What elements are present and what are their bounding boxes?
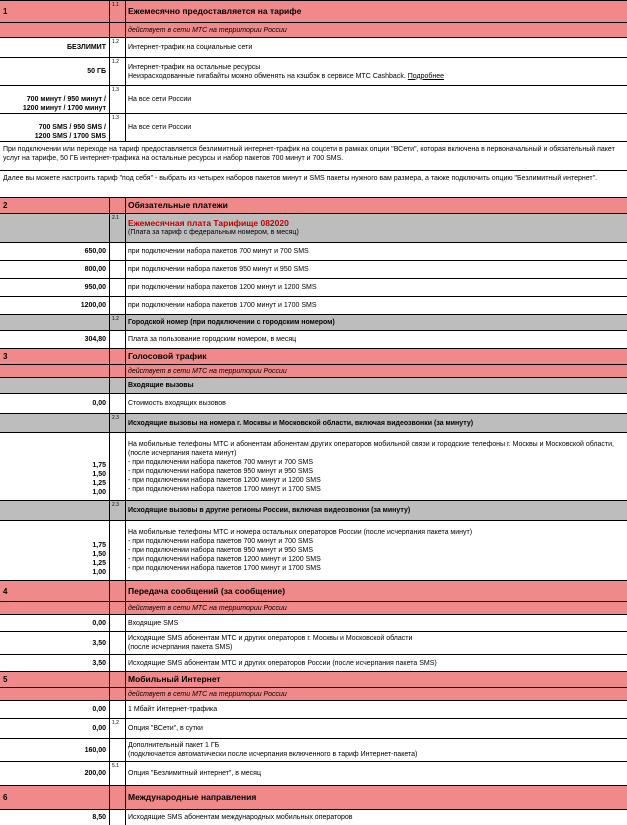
ref-number: 1.2 [110,719,126,738]
row-text: - при подключении набора пакетов 1700 минут и 1700 SMS [128,485,321,493]
ref-number: 1.2 [110,58,126,85]
section-note: действует в сети МТС на территории России [128,26,287,34]
section-number: 4 [0,581,110,601]
row-value: 950,00 [0,279,110,296]
row-value: 800,00 [0,261,110,278]
row-value: 1200 минут / 1700 минут [22,105,106,112]
fee-title: Ежемесячная плата Тарифище 082020 [128,218,289,228]
row-value: 700 минут / 950 минут / [26,96,106,103]
section-5-header [0,671,627,687]
ref-number: 1.1 [110,1,126,22]
row-text: - при подключении набора пакетов 950 минут и 950 SMS [128,547,313,554]
row-value: 0,00 [0,701,110,718]
row-value: 1200,00 [0,297,110,314]
table-row [0,654,627,671]
section-4-note [0,601,627,614]
row-value: 8,50 [0,810,110,825]
table-row [0,809,627,825]
row-text: Исходящие SMS абонентам международных мобильных операторов [128,814,353,821]
row-value: 1,00 [92,569,106,576]
row-text: (после исчерпания пакета SMS) [128,644,233,651]
table-row [0,330,627,348]
row-value: 200,00 [0,762,110,785]
section-note: действует в сети МТС на территории России [128,604,287,612]
section-number: 6 [0,786,110,809]
row-text: На мобильные телефоны МТС и абонентам абонентам других операторов мобильной связи и городские телефоны г. Москвы и Московской области, (после исчерпания пакета минут) [128,440,614,457]
table-row [0,718,627,738]
row-value: 1,00 [92,489,106,496]
row-text: Входящие SMS [128,619,179,627]
ref-number: 1.2 [110,315,126,330]
row-value: 160,00 [0,739,110,761]
table-row [0,242,627,260]
ref-number: 1.3 [110,114,126,141]
row-value: 0,00 [0,615,110,631]
row-text: Исходящие SMS абонентам МТС и других операторов России (после исчерпания пакета SMS) [128,659,437,667]
row-text: - при подключении набора пакетов 1200 минут и 1200 SMS [128,476,321,484]
table-row [0,614,627,631]
table-row [0,520,627,580]
section-title: Ежемесячно предоставляется на тарифе [128,6,302,16]
section-number: 5 [0,672,110,687]
row-text: при подключении набора пакетов 700 минут и 700 SMS [128,248,309,255]
table-row [0,738,627,761]
subsection-title: Входящие вызовы [128,382,194,389]
row-text: Стоимость входящих вызовов [128,400,226,407]
section-title: Международные направления [128,792,257,802]
row-text: (подключается автоматически после исчерпания включенного в тариф Интернет-пакета) [128,751,418,758]
info-paragraph: Далее вы можете настроить тариф "под себя" - выбрать из четырех наборов пакетов минут и SMS пакеты нужного вам размера, а также подключить опцию "Безлимитный интернет". [0,170,627,197]
row-text: Интернет-трафик на остальные ресурсы [128,63,261,71]
table-row [0,85,627,113]
row-text: Плата за пользование городским номером, в месяц [128,336,297,343]
table-row [0,113,627,141]
table-row [0,700,627,718]
row-text: Исходящие SMS абонентам МТС и других операторов г. Москвы и Московской области [128,635,413,642]
ref-number: 5.1 [110,762,126,785]
row-value: 3,50 [0,655,110,671]
table-row [0,296,627,314]
fee-note: (Плата за тариф с федеральным номером, в месяц) [128,229,299,236]
row-text: Неизрасходованные гигабайты можно обменять на кэшбэк в сервисе МТС Cashback. [128,72,406,80]
row-text: - при подключении набора пакетов 700 минут и 700 SMS [128,458,313,466]
row-text: Опция "ВСети", в сутки [128,725,203,732]
section-1-note [0,22,627,37]
section-3-note [0,364,627,377]
incoming-header [0,377,627,393]
ref-number: 1.2 [110,38,126,57]
table-row [0,37,627,57]
section-title: Голосовой трафик [128,351,207,361]
row-value: БЕЗЛИМИТ [0,38,110,57]
row-value: 1,25 [92,560,106,567]
row-text: при подключении набора пакетов 950 минут и 950 SMS [128,266,309,273]
section-4-header [0,580,627,601]
row-value: 700 SMS / 950 SMS / [38,124,106,131]
table-row [0,260,627,278]
section-title: Обязательные платежи [128,200,228,210]
section-2-header [0,197,627,213]
row-value: 1,75 [92,462,106,469]
row-text: при подключении набора пакетов 1700 минут и 1700 SMS [128,302,317,309]
row-text: - при подключении набора пакетов 1700 минут и 1700 SMS [128,565,321,572]
row-value: 1,50 [92,551,106,558]
row-text: Интернет-трафик на социальные сети [128,44,253,51]
section-number: 1 [0,1,110,22]
section-3-header [0,348,627,364]
row-value: 0,00 [0,719,110,738]
row-text: Дополнительный пакет 1 ГБ [128,742,220,749]
ref-number: 1.3 [110,86,126,113]
table-row [0,432,627,500]
row-value: 304,80 [0,331,110,348]
row-value: 3,50 [0,632,110,654]
row-text: Опция "Безлимитный интернет", в месяц [128,770,261,777]
section-6-header [0,785,627,809]
row-text: при подключении набора пакетов 1200 минут и 1200 SMS [128,284,317,291]
section-5-note [0,687,627,700]
row-text: - при подключении набора пакетов 700 минут и 700 SMS [128,538,313,545]
row-text: - при подключении набора пакетов 950 минут и 950 SMS [128,467,313,475]
row-text: - при подключении набора пакетов 1200 минут и 1200 SMS [128,556,321,563]
row-text: На все сети России [128,96,192,103]
row-text: На все сети России [128,124,192,131]
table-row [0,393,627,413]
row-value: 650,00 [0,243,110,260]
row-value: 1,25 [92,480,106,487]
row-value: 1,50 [92,471,106,478]
table-row [0,278,627,296]
ref-number: 2.1 [110,214,126,242]
row-value: 1,75 [92,542,106,549]
section-number: 2 [0,198,110,213]
fee-header [0,213,627,242]
section-note: действует в сети МТС на территории России [128,367,287,375]
row-value: 1200 SMS / 1700 SMS [34,133,106,140]
row-text: 1 Мбайт Интернет-трафика [128,706,218,713]
section-note: действует в сети МТС на территории России [128,690,287,698]
row-text: На мобильные телефоны МТС и номера остальных операторов России (после исчерпания пакета минут) [128,529,473,536]
city-number-header [0,314,627,330]
ref-number: 2.3 [110,501,126,520]
row-value: 0,00 [0,394,110,413]
outgoing-regions-header [0,500,627,520]
info-paragraph: При подключении или переходе на тариф предоставляется безлимитный интернет-трафик на соцсети в рамках опции "ВСети", которая включена в первоначальный и обязательный пакет услуг на тарифе, 50 ГБ интернет-трафика на остальные ресурсы и набор пакетов 700 минут и 700 SMS. [0,141,627,170]
section-number: 3 [0,349,110,364]
row-value: 50 ГБ [0,58,110,85]
section-1-header [0,0,627,22]
more-link[interactable]: Подробнее [407,72,445,80]
table-row [0,57,627,85]
subsection-title: Городской номер (при подключении с городским номером) [128,319,335,326]
section-title: Передача сообщений (за сообщение) [128,585,286,596]
outgoing-moscow-header [0,413,627,432]
subsection-title: Исходящие вызовы на номера г. Москвы и Московской области, включая видеозвонки (за минуту) [128,419,474,427]
table-row [0,631,627,654]
section-title: Мобильный Интернет [128,674,221,684]
ref-number: 2.3 [110,414,126,432]
subsection-title: Исходящие вызовы в другие регионы России, включая видеозвонки (за минуту) [128,507,411,514]
table-row [0,761,627,785]
